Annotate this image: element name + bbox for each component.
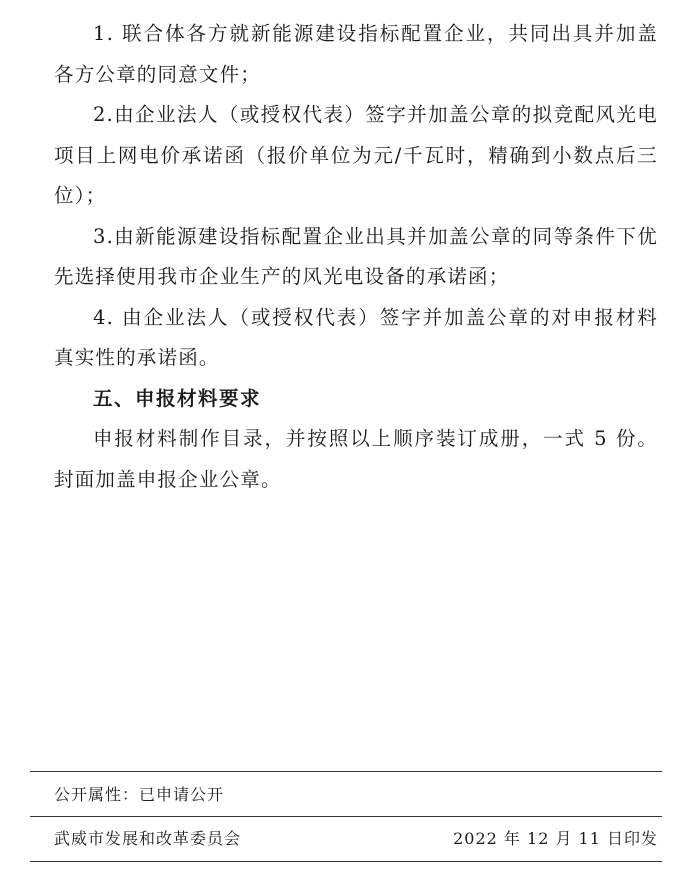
- issuer-name: 武威市发展和改革委员会: [54, 829, 242, 848]
- paragraph-item-2: 2.由企业法人（或授权代表）签字并加盖公章的拟竞配风光电项目上网电价承诺函（报价单位为元/千瓦时，精确到小数点后三位）；: [54, 103, 658, 207]
- paragraph-item-3: 3.由新能源建设指标配置企业出具并加盖公章的同等条件下优先选择使用我市企业生产的风光电设备的承诺函；: [54, 224, 658, 288]
- disclosure-attribute: 公开属性：已申请公开: [54, 785, 225, 804]
- section-heading: 五、申报材料要求: [93, 386, 262, 410]
- section-paragraph: 申报材料制作目录，并按照以上顺序装订成册，一式 5 份。封面加盖申报企业公章。: [54, 427, 658, 491]
- issue-date: 2022 年 12 月 11 日印发: [453, 829, 658, 848]
- footer-bottom-rule: [30, 861, 662, 862]
- document-body: [54, 14, 658, 500]
- paragraph-item-1: 1. 联合体各方就新能源建设指标配置企业，共同出具并加盖各方公章的同意文件；: [54, 22, 658, 86]
- footer-disclosure-row: [54, 784, 658, 806]
- footer-top-rule: [30, 771, 662, 772]
- footer-middle-rule: [30, 816, 662, 817]
- footer-issuer-row: [54, 828, 658, 850]
- paragraph-item-4: 4. 由企业法人（或授权代表）签字并加盖公章的对申报材料真实性的承诺函。: [54, 305, 658, 369]
